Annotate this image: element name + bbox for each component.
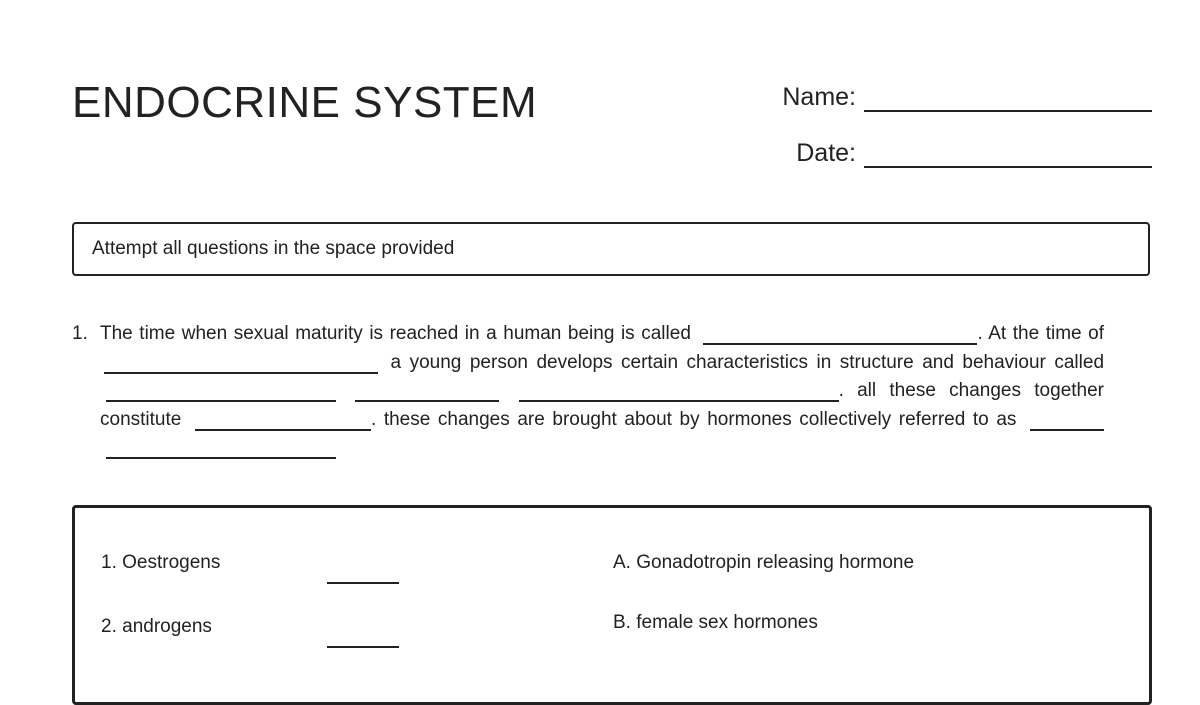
answer-blank-5a[interactable] — [1030, 407, 1104, 431]
instructions-box — [72, 222, 1150, 276]
date-field — [736, 136, 1152, 168]
date-label: Date: — [796, 139, 856, 167]
answer-blank-1[interactable] — [703, 321, 977, 345]
answer-blank-3c[interactable] — [519, 378, 839, 402]
match-answer-blank[interactable] — [327, 624, 399, 648]
answer-blank-3a[interactable] — [106, 378, 336, 402]
name-line[interactable] — [864, 80, 1152, 112]
question-text-5: . these changes are brought about by hormones collectively referred to as — [370, 408, 1017, 430]
match-right-item: B. female sex hormones — [613, 612, 818, 633]
question-text-4: . all these changes together constitute — [100, 380, 1104, 430]
question-text-1: The time when sexual maturity is reached in a human being is called — [100, 323, 691, 344]
instructions-text: Attempt all questions in the space provided — [92, 238, 455, 259]
answer-blank-2[interactable] — [104, 350, 378, 374]
match-answer-blank[interactable] — [327, 560, 399, 584]
name-label: Name: — [782, 83, 856, 111]
name-field — [736, 80, 1152, 112]
question-body — [100, 320, 1104, 463]
match-left-item: 1. Oestrogens — [101, 552, 221, 573]
question-text-2: . At the time of — [977, 323, 1105, 344]
question-number: 1. — [72, 323, 88, 344]
match-right-item: A. Gonadotropin releasing hormone — [613, 552, 915, 573]
question-text-3: a young person develops certain characteristics in structure and behaviour called — [390, 351, 1105, 373]
answer-blank-4[interactable] — [195, 407, 371, 431]
date-line[interactable] — [864, 136, 1152, 168]
worksheet-title: ENDOCRINE SYSTEM — [72, 78, 538, 127]
match-left-item: 2. androgens — [101, 616, 212, 637]
matching-box — [72, 505, 1152, 705]
question-1 — [72, 320, 1104, 463]
answer-blank-5b[interactable] — [106, 435, 336, 459]
answer-blank-3b[interactable] — [355, 378, 499, 402]
